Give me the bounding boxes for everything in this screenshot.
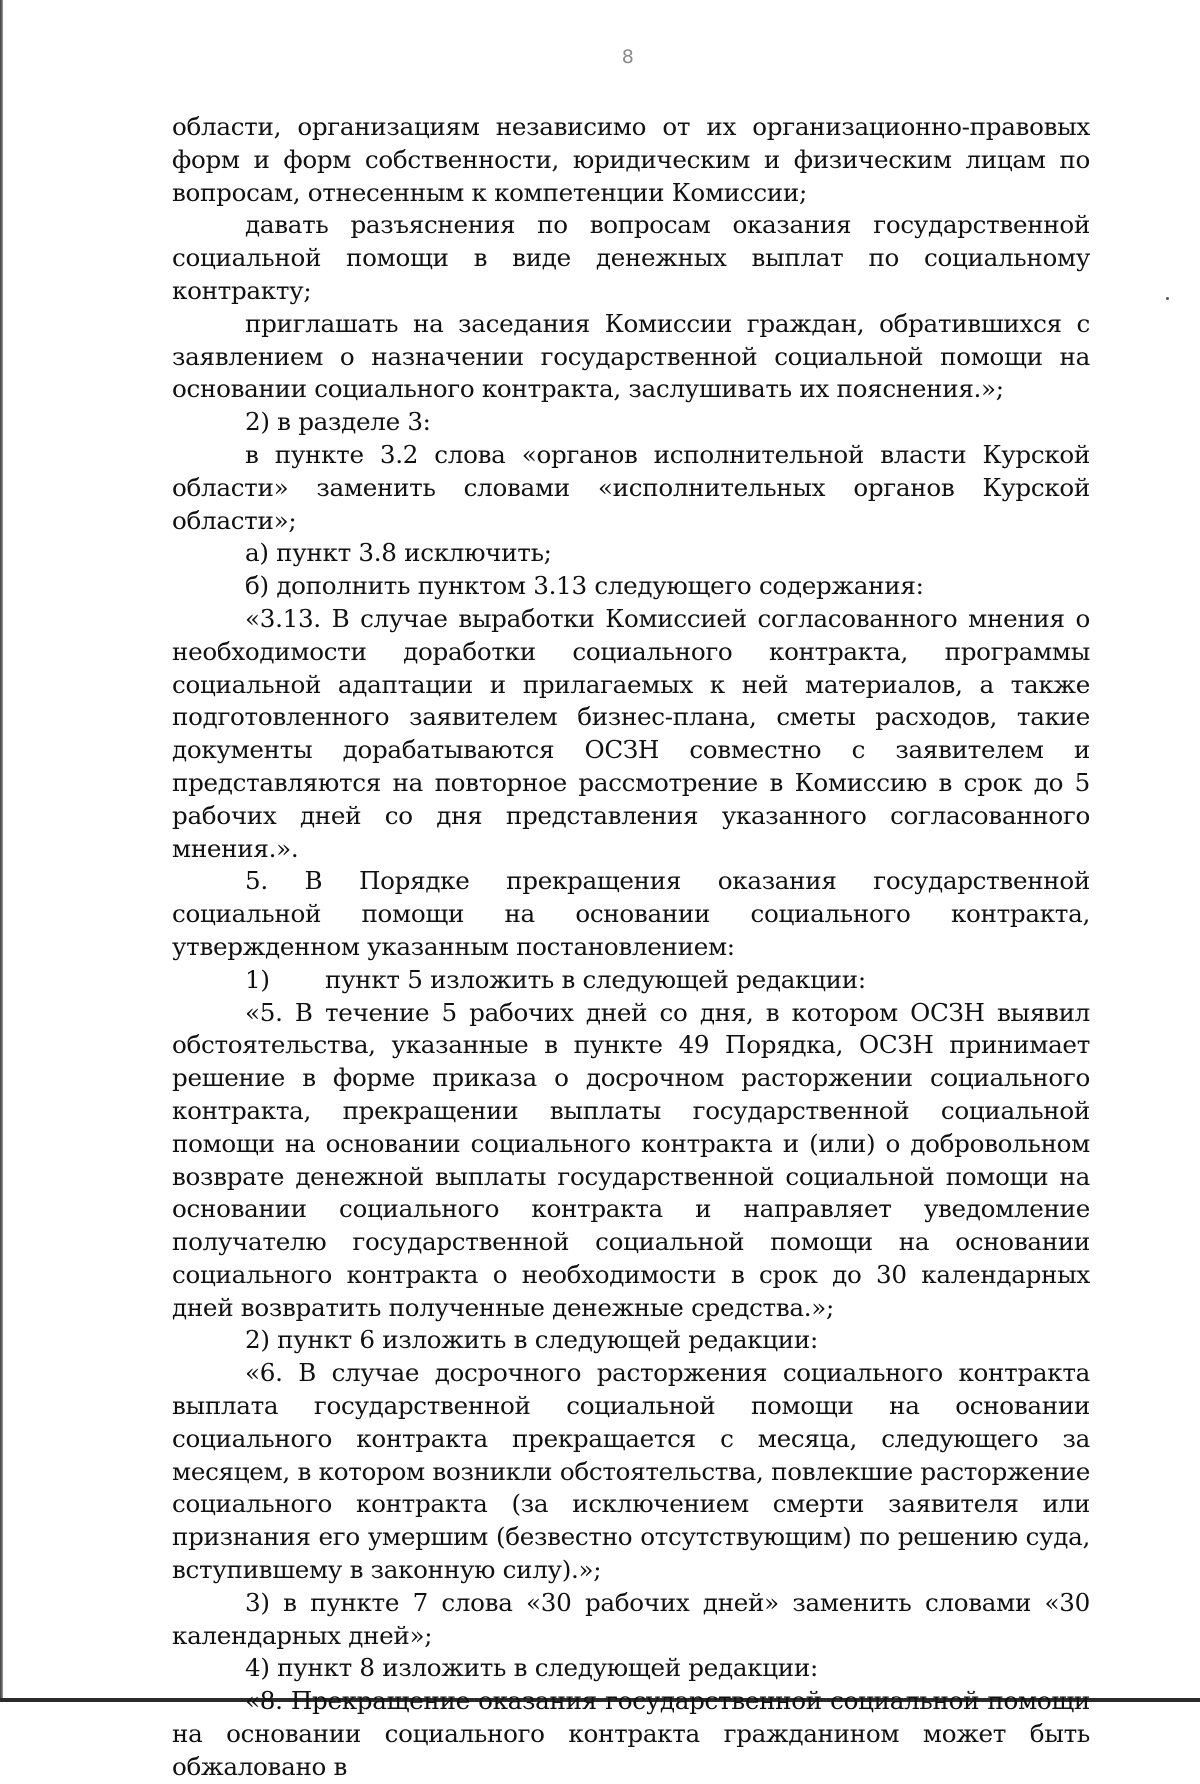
paragraph-section-5-order: 5. В Порядке прекращения оказания государственной социальной помощи на основании социального контракта, утвержденном указанным постановлением: bbox=[172, 866, 1090, 961]
paragraph-point-6-text: «6. В случае досрочного расторжения социального контракта выплата государственной социальной помощи на основании социального контракта прекращается с месяца, следующего за месяцем, в котором возникли обстоятельства, повлекшие расторжение социального контракта (за исключением смерти заявителя или признания его умершим (безвестно отсутствующим) по решению суда, вступившему в законную силу).»; bbox=[172, 1358, 1090, 1585]
list-item-number: 1) bbox=[245, 964, 270, 994]
scan-left-edge bbox=[0, 0, 3, 1702]
scan-dust-speck bbox=[1166, 297, 1169, 300]
paragraph-item-3-8: а) пункт 3.8 исключить; bbox=[245, 538, 552, 568]
paragraph-point-8: 4) пункт 8 изложить в следующей редакции: bbox=[245, 1653, 818, 1683]
paragraph-invite-citizens: приглашать на заседания Комиссии граждан, обратившихся с заявлением о назначении государственной социальной помощи на основании социального контракта, заслушивать их пояснения.»; bbox=[172, 308, 1090, 404]
paragraph-point-8-text: «8. Прекращение оказания государственной социальной помощи на основании социального контракта гражданином может быть обжаловано в bbox=[172, 1686, 1090, 1781]
paragraph-3-13-text: «3.13. В случае выработки Комиссией согласованного мнения о необходимости доработки социального контракта, программы социальной адаптации и прилагаемых к ней материалов, а также подготовленного заявителем бизнес-плана, сметы расходов, такие документы дорабатываются ОСЗН совместно с заявителем и представляются на повторное рассмотрение в Комиссию в срок до 5 рабочих дней со дня представления указанного согласованного мнения.». bbox=[172, 603, 1090, 863]
list-item-text: пункт 5 изложить в следующей редакции: bbox=[325, 964, 866, 994]
paragraph-point-7: 3) в пункте 7 слова «30 рабочих дней» заменить словами «30 календарных дней»; bbox=[172, 1587, 1090, 1650]
paragraph-section-3: 2) в разделе 3: bbox=[245, 407, 431, 437]
paragraph-add-3-13: б) дополнить пунктом 3.13 следующего содержания: bbox=[245, 571, 924, 601]
list-item-point-5 bbox=[172, 964, 1090, 997]
document-body bbox=[172, 111, 1090, 1784]
page-number: 8 bbox=[621, 46, 635, 68]
paragraph-clarifications: давать разъяснения по вопросам оказания государственной социальной помощи в виде денежных выплат по социальному контракту; bbox=[172, 210, 1090, 305]
paragraph-point-6: 2) пункт 6 изложить в следующей редакции: bbox=[245, 1325, 818, 1355]
paragraph-continuation: области, организациям независимо от их организационно-правовых форм и форм собственности, юридическим и физическим лицам по вопросам, отнесенным к компетенции Комиссии; bbox=[172, 112, 1090, 207]
paragraph-item-3-2: в пункте 3.2 слова «органов исполнительной власти Курской области» заменить словами «исполнительных органов Курской области»; bbox=[172, 439, 1090, 535]
paragraph-point-5-text: «5. В течение 5 рабочих дней со дня, в котором ОСЗН выявил обстоятельства, указанные в пункте 49 Порядка, ОСЗН принимает решение в форме приказа о досрочном расторжении социального контракта, прекращении выплаты государственной социальной помощи на основании социального контракта и (или) о добровольном возврате денежной выплаты государственной социальной помощи на основании социального контракта и направляет уведомление получателю государственной социальной помощи на основании социального контракта о необходимости в срок до 30 календарных дней возвратить полученные денежные средства.»; bbox=[172, 997, 1090, 1322]
